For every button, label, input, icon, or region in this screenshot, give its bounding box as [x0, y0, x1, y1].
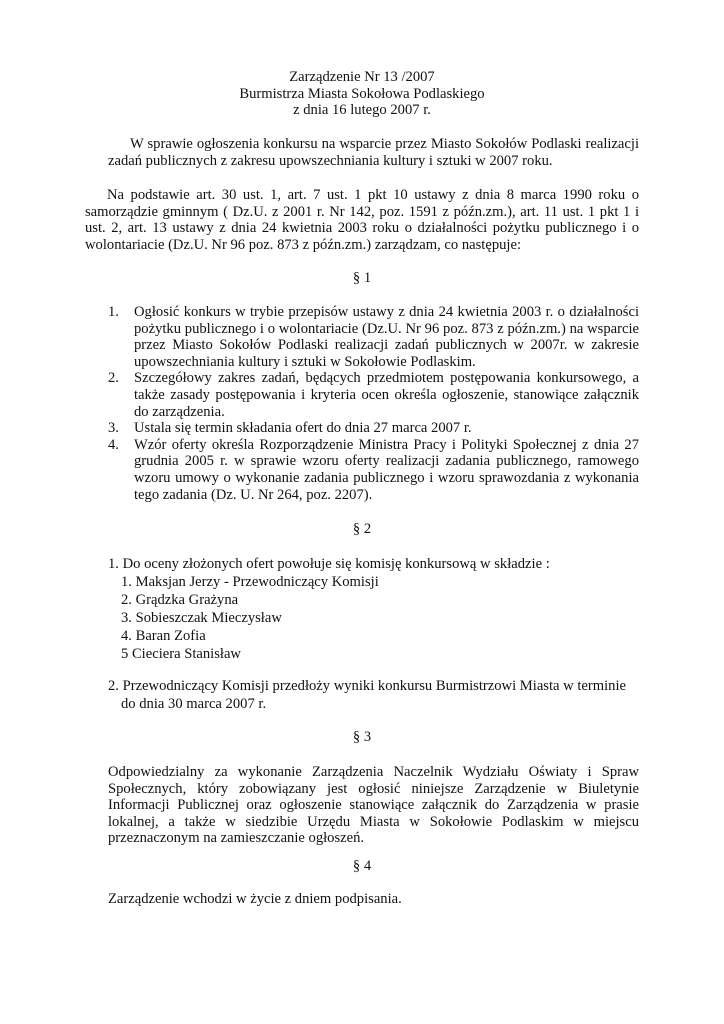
commission-member: 2. Grądzka Grażyna: [121, 592, 239, 608]
subject-paragraph: W sprawie ogłoszenia konkursu na wsparcie przez Miasto Sokołów Podlaski realizacji zadań publicznych z zakresu upowszechniania kultury i sztuki w 2007 roku.: [108, 136, 639, 169]
list-item-text: Ogłosić konkurs w trybie przepisów ustawy z dnia 24 kwietnia 2003 r. o działalności pożytku publicznego i o wolontariacie (Dz.U. Nr 96 poz. 873 z późn.zm.) na wsparcie przez Miasto Sokołów Podlaski realizacji zadań publicznych w 2007r. w zakresie upowszechniania kultury i sztuki w Sokołowie Podlaskim.: [134, 304, 639, 370]
list-item: [108, 304, 639, 370]
section-1-list: [108, 304, 639, 503]
list-item-text: Ustala się termin składania ofert do dnia 27 marca 2007 r.: [134, 420, 472, 437]
section-2-commission: [108, 555, 639, 663]
commission-member: 1. Maksjan Jerzy - Przewodniczący Komisji: [121, 574, 379, 590]
commission-members: [121, 573, 639, 663]
document-issuer: Burmistrza Miasta Sokołowa Podlaskiego: [239, 85, 485, 102]
document-date: z dnia 16 lutego 2007 r.: [293, 102, 431, 119]
section-4-sign: § 4: [352, 858, 372, 874]
list-item-text: Wzór oferty określa Rozporządzenie Ministra Pracy i Polityki Społecznej z dnia 27 grudnia 2005 r. w sprawie wzoru oferty realizacji zadania publicznego, ramowego wzoru umowy o wykonanie zadania publicznego i wzoru sprawozdania z wykonania tego zadania (Dz. U. Nr 264, poz. 2207).: [134, 436, 639, 503]
section-4-paragraph: Zarządzenie wchodzi w życie z dniem podpisania.: [108, 891, 402, 907]
list-item-number: 4.: [108, 436, 119, 453]
section-1-sign: § 1: [352, 270, 372, 286]
point-2-line-1: 2. Przewodniczący Komisji przedłoży wyniki konkursu Burmistrzowi Miasta w terminie: [108, 678, 626, 694]
document-title: Zarządzenie Nr 13 /2007: [289, 69, 435, 85]
list-item-number: 1.: [108, 304, 119, 320]
commission-member: 3. Sobieszczak Mieczysław: [121, 610, 282, 626]
section-3-paragraph: Odpowiedzialny za wykonanie Zarządzenia Naczelnik Wydziału Oświaty i Spraw Społecznych, który zobowiązany jest ogłosić niniejsze Zarządzenie w Biuletynie Informacji Publicznej oraz ogłoszenie stanowiące załącznik do Zarządzenia w prasie lokalnej, a także w siedzibie Urzędu Miasta w Sokołowie Podlaskim w miejscu przeznaczonym na zamieszczanie ogłoszeń.: [108, 764, 639, 847]
list-item: [108, 370, 639, 420]
section-2-sign: § 2: [352, 521, 372, 537]
section-2-point-2: [108, 677, 639, 713]
list-item: [108, 420, 639, 437]
section-3-sign: § 3: [352, 729, 372, 745]
list-item-number: 2.: [108, 370, 119, 387]
document-header: [0, 69, 724, 119]
point-2-line-2: do dnia 30 marca 2007 r.: [121, 696, 267, 712]
legal-basis-paragraph: Na podstawie art. 30 ust. 1, art. 7 ust. 1 pkt 10 ustawy z dnia 8 marca 1990 roku o samorządzie gminnym ( Dz.U. z 2001 r. Nr 142, poz. 1591 z późn.zm.), art. 11 ust. 1 pkt 1 i ust. 2, art. 13 ustawy z dnia 24 kwietnia 2003 roku o działalności pożytku publicznego i o wolontariacie (Dz.U. Nr 96 poz. 873 z późn.zm.) zarządzam, co następuje:: [85, 187, 639, 253]
commission-intro: 1. Do oceny złożonych ofert powołuje się komisję konkursową w składzie :: [108, 556, 550, 572]
list-item-text: Szczegółowy zakres zadań, będących przedmiotem postępowania konkursowego, a także zasady postępowania i kryteria ocen określa ogłoszenie, stanowiące załącznik do zarządzenia.: [134, 370, 639, 420]
commission-member: 5 Cieciera Stanisław: [121, 646, 241, 662]
commission-member: 4. Baran Zofia: [121, 628, 206, 644]
list-item: [108, 437, 639, 503]
list-item-number: 3.: [108, 420, 119, 437]
